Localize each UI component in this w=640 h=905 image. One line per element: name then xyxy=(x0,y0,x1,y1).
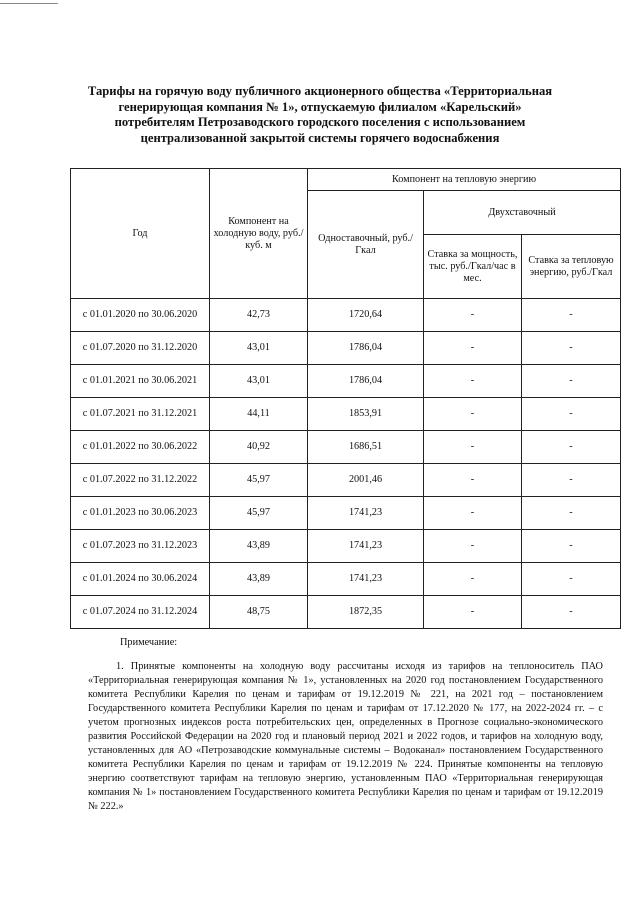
cell-single: 1786,04 xyxy=(308,332,424,365)
cell-energy: - xyxy=(522,563,621,596)
table-row xyxy=(71,332,621,365)
cell-cold: 43,89 xyxy=(210,563,308,596)
cell-single: 1741,23 xyxy=(308,497,424,530)
tariff-table xyxy=(70,168,621,629)
header-cold-water: Компонент на холодную воду, руб./куб. м xyxy=(210,169,308,299)
cell-power: - xyxy=(424,530,522,563)
note-paragraph: 1. Принятые компоненты на холодную воду рассчитаны исходя из тарифов на теплоноситель ПАО «Территориальная генерирующая компания № 1», установленных на 2020 год постановлением Государственного комитета Республики Карелия по ценам и тарифам от 19.12.2019 № 221, на 2021 год – постановлением Государственного комитета Республики Карелия по ценам и тарифам от 17.12.2020 № 177, на 2022-2024 гг. – с учетом прогнозных индексов роста потребительских цен, определенных в Прогнозе социально-экономического развития Российской Федерации на 2020 год и плановый период 2021 и 2022 годов, и тарифов на холодную воду, установленных для АО «Петрозаводские коммунальные системы – Водоканал» постановлением Государственного комитета Республики Карелия по ценам и тарифам от 19.12.2019 № 224. Принятые компоненты на тепловую энергию соответствуют тарифам на тепловую энергию, установленным ПАО «Территориальная генерирующая компания № 1» постановлением Государственного комитета Республики Карелия по ценам и тарифам от 19.12.2019 № 222.» xyxy=(88,661,603,812)
header-thermal: Компонент на тепловую энергию xyxy=(308,169,621,191)
table-row xyxy=(71,365,621,398)
cell-energy: - xyxy=(522,332,621,365)
cell-cold: 43,01 xyxy=(210,365,308,398)
table-row xyxy=(71,398,621,431)
cell-power: - xyxy=(424,398,522,431)
table-row xyxy=(71,431,621,464)
cell-single: 1872,35 xyxy=(308,596,424,629)
cell-energy: - xyxy=(522,464,621,497)
cell-single: 1686,51 xyxy=(308,431,424,464)
cell-power: - xyxy=(424,497,522,530)
cell-single: 1741,23 xyxy=(308,563,424,596)
cell-power: - xyxy=(424,563,522,596)
table-row xyxy=(71,497,621,530)
cell-power: - xyxy=(424,332,522,365)
cell-period: с 01.01.2022 по 30.06.2022 xyxy=(71,431,210,464)
header-power-rate: Ставка за мощность, тыс. руб./Гкал/час в мес. xyxy=(424,235,522,299)
cell-energy: - xyxy=(522,497,621,530)
cell-energy: - xyxy=(522,299,621,332)
header-energy-rate: Ставка за тепловую энергию, руб./Гкал xyxy=(522,235,621,299)
table-row xyxy=(71,596,621,629)
table-row xyxy=(71,464,621,497)
table-row xyxy=(71,530,621,563)
cell-energy: - xyxy=(522,398,621,431)
cell-cold: 45,97 xyxy=(210,497,308,530)
cell-cold: 48,75 xyxy=(210,596,308,629)
cell-period: с 01.01.2024 по 30.06.2024 xyxy=(71,563,210,596)
cell-cold: 40,92 xyxy=(210,431,308,464)
cell-energy: - xyxy=(522,530,621,563)
cell-power: - xyxy=(424,431,522,464)
cell-cold: 45,97 xyxy=(210,464,308,497)
cell-single: 1720,64 xyxy=(308,299,424,332)
document-title: Тарифы на горячую воду публичного акционерного общества «Территориальная генерирующая компания № 1», отпускаемую филиалом «Карельский» потребителям Петрозаводского городского поселения с использованием централизованной закрытой системы горячего водоснабжения xyxy=(87,84,553,145)
cell-cold: 43,89 xyxy=(210,530,308,563)
cell-single: 1741,23 xyxy=(308,530,424,563)
header-single-rate: Одноставочный, руб./Гкал xyxy=(308,191,424,299)
cell-energy: - xyxy=(522,365,621,398)
cell-period: с 01.07.2021 по 31.12.2021 xyxy=(71,398,210,431)
cell-period: с 01.01.2020 по 30.06.2020 xyxy=(71,299,210,332)
cell-power: - xyxy=(424,464,522,497)
header-two-rate: Двухставочный xyxy=(424,191,621,235)
note-heading: Примечание: xyxy=(120,637,178,648)
cell-cold: 43,01 xyxy=(210,332,308,365)
cell-power: - xyxy=(424,365,522,398)
cell-single: 1786,04 xyxy=(308,365,424,398)
header-year: Год xyxy=(71,169,210,299)
top-edge-line xyxy=(0,3,58,4)
cell-energy: - xyxy=(522,431,621,464)
cell-power: - xyxy=(424,596,522,629)
cell-cold: 44,11 xyxy=(210,398,308,431)
cell-single: 2001,46 xyxy=(308,464,424,497)
cell-period: с 01.07.2024 по 31.12.2024 xyxy=(71,596,210,629)
cell-period: с 01.07.2022 по 31.12.2022 xyxy=(71,464,210,497)
cell-period: с 01.07.2020 по 31.12.2020 xyxy=(71,332,210,365)
cell-period: с 01.07.2023 по 31.12.2023 xyxy=(71,530,210,563)
table-row xyxy=(71,563,621,596)
cell-power: - xyxy=(424,299,522,332)
cell-cold: 42,73 xyxy=(210,299,308,332)
cell-period: с 01.01.2023 по 30.06.2023 xyxy=(71,497,210,530)
table-row xyxy=(71,299,621,332)
cell-energy: - xyxy=(522,596,621,629)
cell-period: с 01.01.2021 по 30.06.2021 xyxy=(71,365,210,398)
note-text xyxy=(88,648,603,814)
cell-single: 1853,91 xyxy=(308,398,424,431)
